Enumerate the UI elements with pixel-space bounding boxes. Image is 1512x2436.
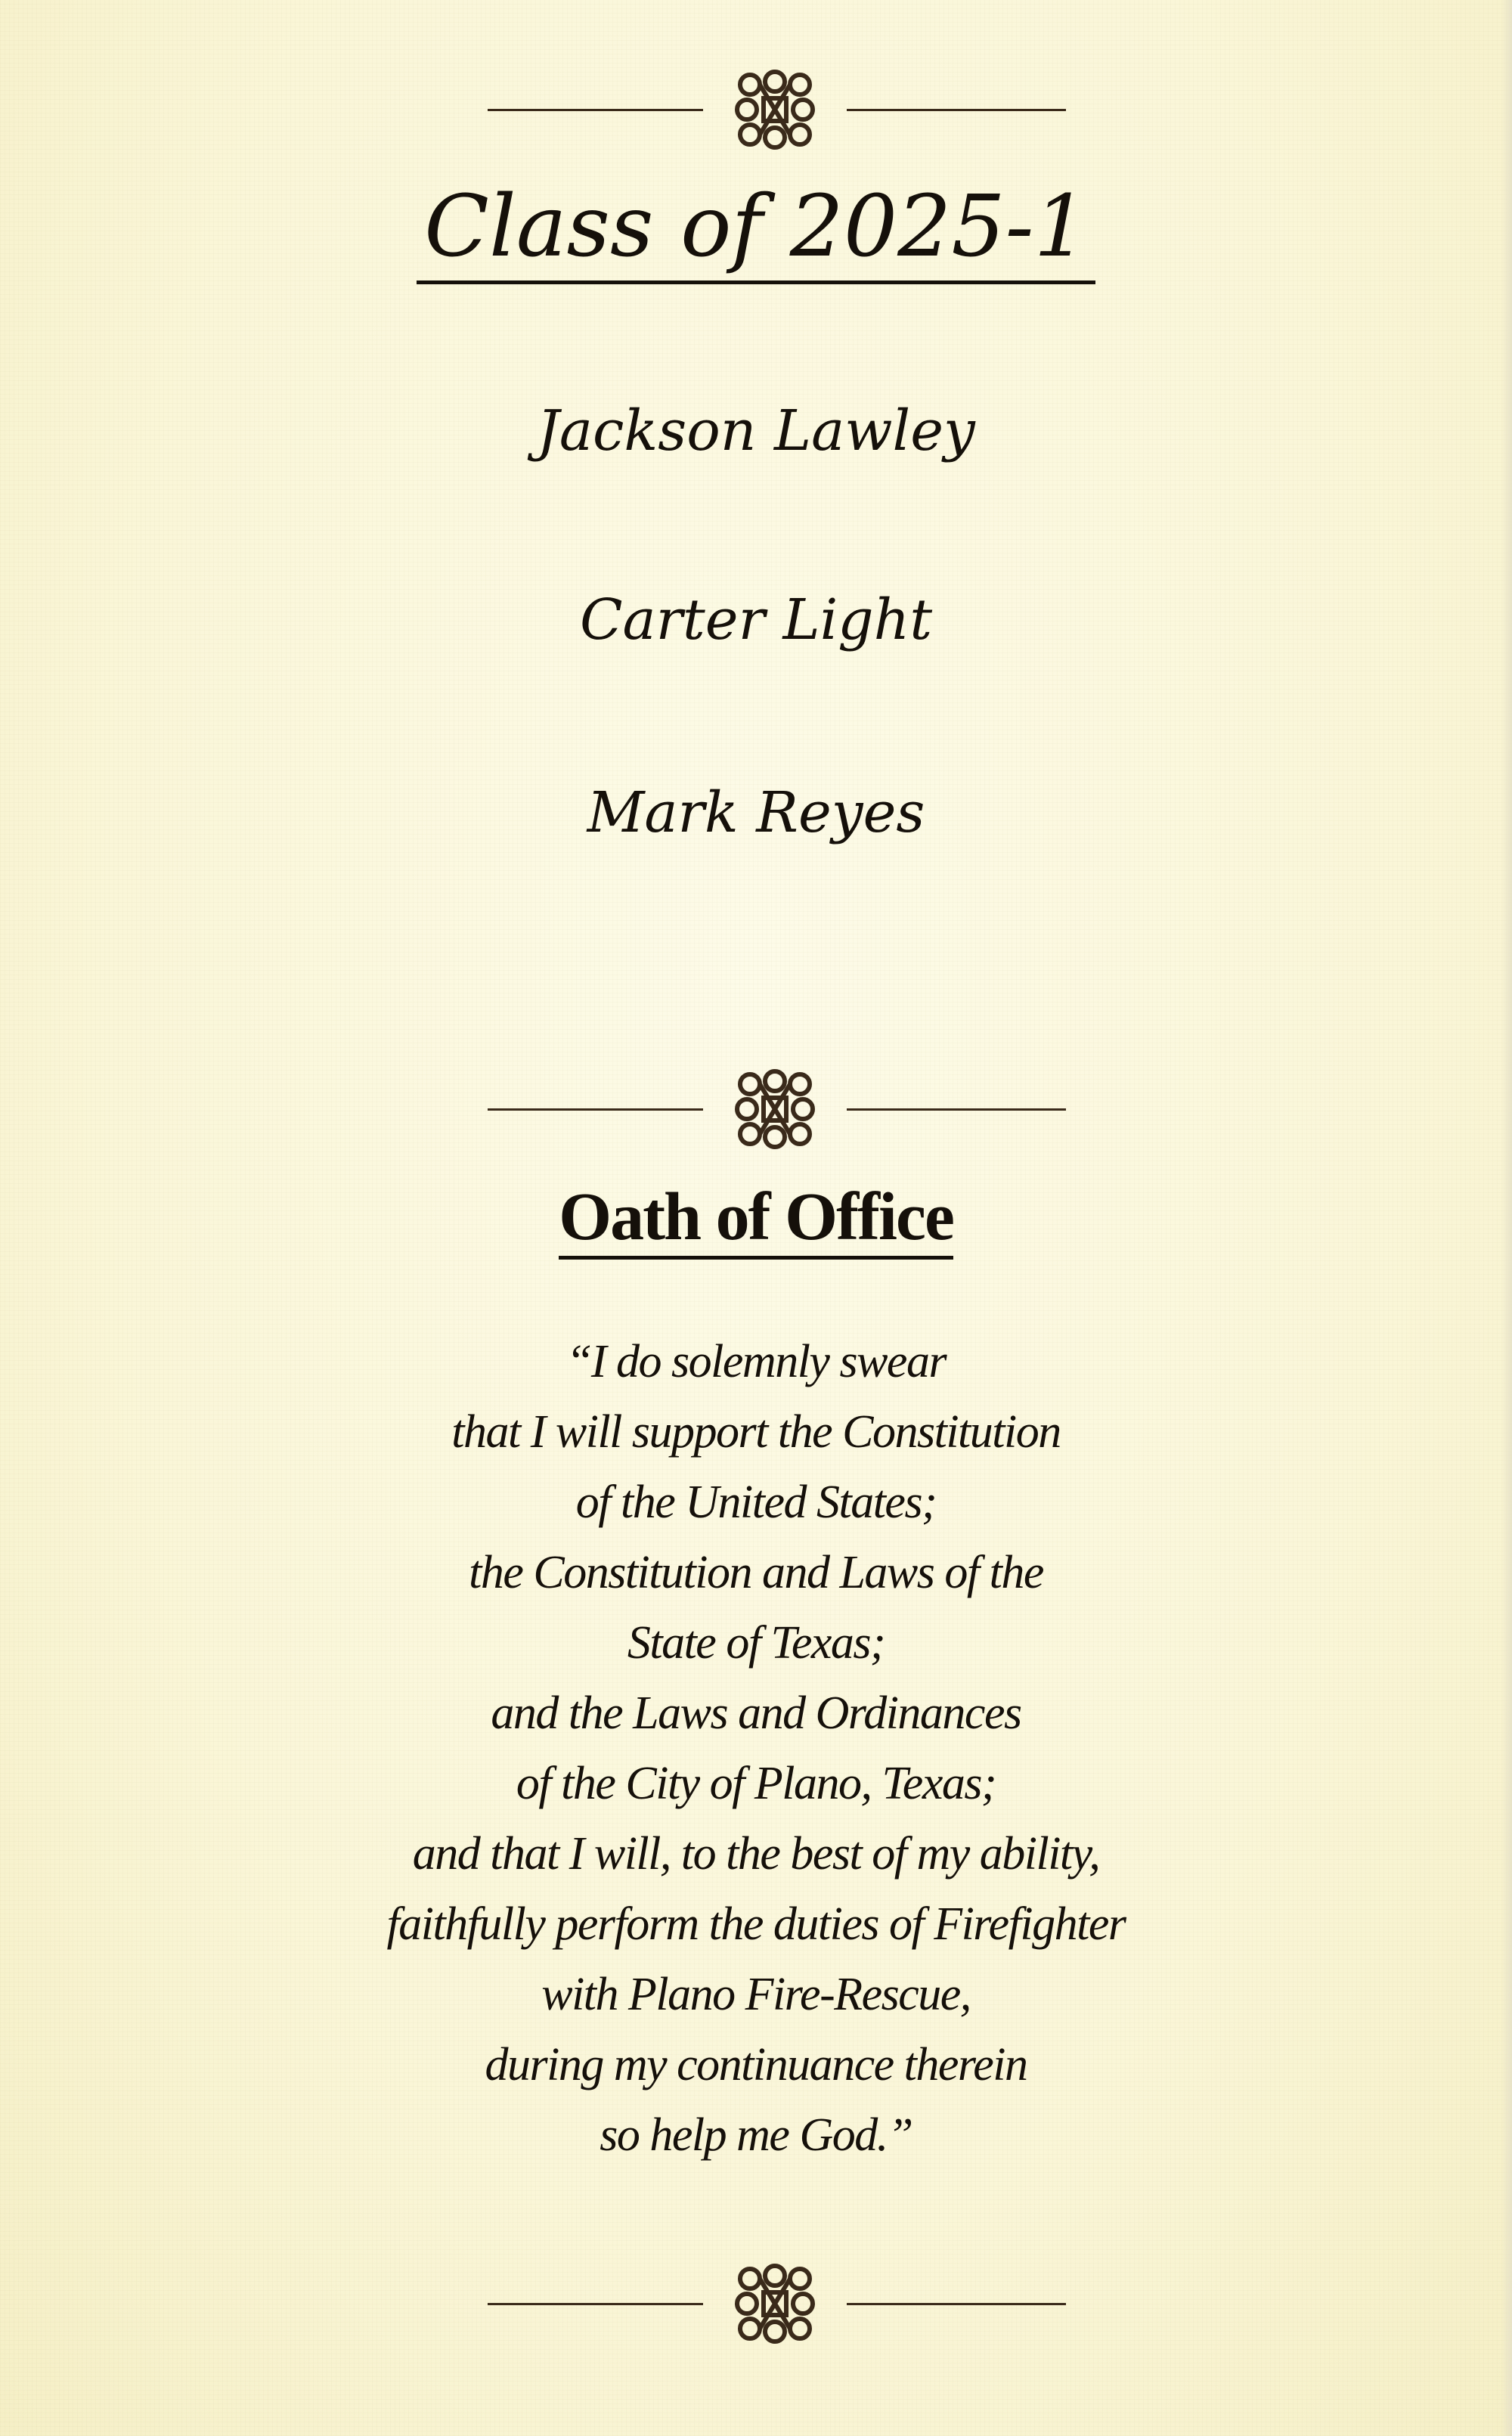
oath-line: during my continuance therein xyxy=(485,2039,1027,2090)
middle-divider xyxy=(0,1068,1512,1151)
oath-line: and the Laws and Ordinances xyxy=(491,1688,1021,1739)
oath-line: of the City of Plano, Texas; xyxy=(516,1758,996,1809)
divider-line-right xyxy=(847,109,1066,111)
oath-line: “I do solemnly swear xyxy=(565,1336,947,1387)
oath-text xyxy=(0,1327,1512,2171)
class-title xyxy=(0,174,1512,280)
graduate-name: Carter Light xyxy=(579,587,933,652)
bottom-divider xyxy=(0,2262,1512,2345)
oath-line: and that I will, to the best of my ability, xyxy=(412,1828,1100,1880)
divider-line-right xyxy=(847,2303,1066,2305)
oath-line: the Constitution and Laws of the xyxy=(469,1547,1043,1598)
oath-line: faithfully perform the duties of Firefighter xyxy=(386,1898,1126,1950)
oath-line: that I will support the Constitution xyxy=(451,1406,1061,1458)
oath-line: with Plano Fire-Rescue, xyxy=(541,1969,971,2020)
oath-title-text: Oath of Office xyxy=(559,1179,953,1260)
divider-line-right xyxy=(847,1108,1066,1111)
celtic-knot-icon xyxy=(733,1068,816,1151)
celtic-knot-icon xyxy=(733,68,816,151)
top-divider xyxy=(0,68,1512,151)
graduate-name: Mark Reyes xyxy=(587,780,925,845)
divider-line-left xyxy=(488,109,703,111)
oath-line: of the United States; xyxy=(575,1477,937,1528)
page-edge xyxy=(1501,0,1512,2436)
graduate-name: Jackson Lawley xyxy=(537,398,975,463)
divider-line-left xyxy=(488,1108,703,1111)
oath-line: State of Texas; xyxy=(627,1617,885,1669)
class-title-text: Class of 2025-1 xyxy=(417,178,1095,284)
celtic-knot-icon xyxy=(733,2262,816,2345)
oath-line: so help me God.” xyxy=(600,2109,912,2161)
oath-title xyxy=(0,1176,1512,1259)
divider-line-left xyxy=(488,2303,703,2305)
